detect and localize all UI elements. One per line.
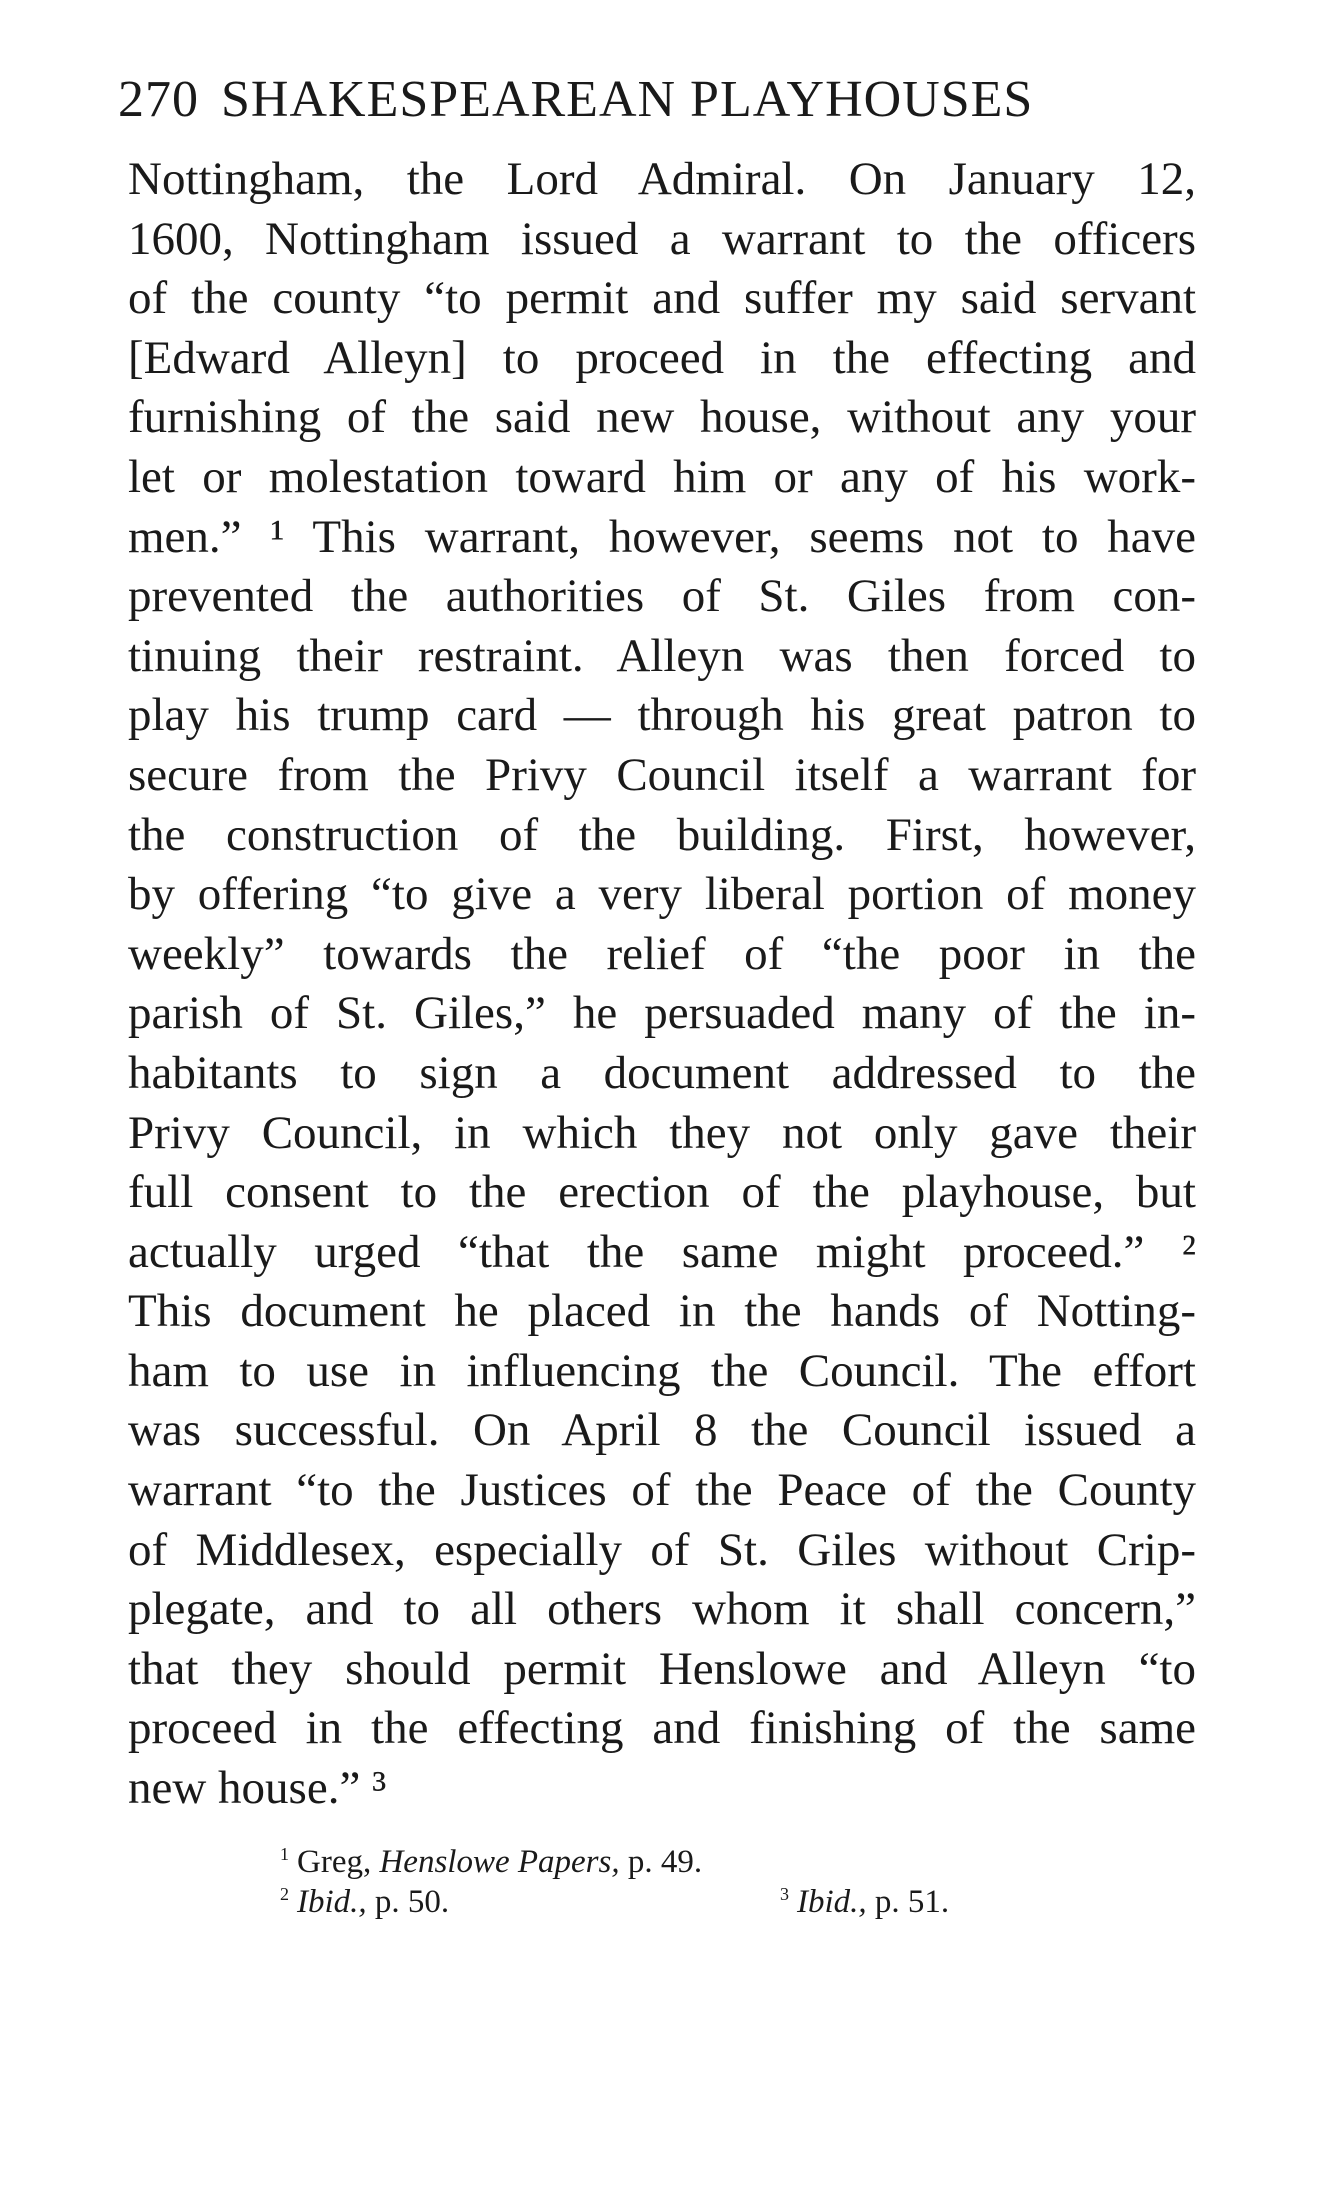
footnote-page: p. 50.: [374, 1884, 450, 1920]
text-line: secure from the Privy Council itself a warrant for: [128, 748, 1196, 801]
text-line: weekly” towards the relief of “the poor in the: [128, 927, 1196, 980]
text-line: parish of St. Giles,” he persuaded many of the in-: [128, 987, 1196, 1040]
running-head: [118, 70, 1208, 140]
text-line: prevented the authorities of St. Giles from con-: [128, 570, 1196, 623]
text-line: full consent to the erection of the playhouse, but: [128, 1166, 1196, 1219]
text-line: This document he placed in the hands of Notting-: [128, 1285, 1196, 1338]
text-line: new house.” ³: [128, 1762, 387, 1815]
footnote-title: Ibid.,: [297, 1884, 367, 1920]
text-line: play his trump card — through his great patron to: [128, 689, 1196, 742]
footnote-page: p. 51.: [874, 1884, 950, 1920]
running-title: SHAKESPEAREAN PLAYHOUSES: [221, 71, 1034, 128]
text-line: plegate, and to all others whom it shall concern,”: [128, 1583, 1196, 1636]
footnote-title: Henslowe Papers,: [379, 1844, 620, 1880]
text-line: Privy Council, in which they not only gave their: [128, 1106, 1196, 1159]
text-line: Nottingham, the Lord Admiral. On January 12,: [128, 153, 1196, 205]
text-line: of Middlesex, especially of St. Giles without Crip-: [128, 1523, 1196, 1576]
text-line: by offering “to give a very liberal portion of money: [128, 868, 1196, 921]
footnote-2: [280, 1882, 780, 1922]
text-line: warrant “to the Justices of the Peace of the County: [128, 1464, 1196, 1517]
text-line: [Edward Alleyn] to proceed in the effecting and: [128, 331, 1196, 384]
text-line: men.” ¹ This warrant, however, seems not to have: [128, 510, 1196, 563]
footnote-3: [780, 1884, 949, 1920]
text-line: the construction of the building. First, however,: [128, 808, 1196, 861]
text-line: habitants to sign a document addressed to the: [128, 1046, 1196, 1099]
page-number: 270: [118, 71, 199, 128]
text-line: furnishing of the said new house, without any your: [128, 391, 1196, 444]
text-line: let or molestation toward him or any of his work-: [128, 450, 1196, 503]
text-line: tinuing their restraint. Alleyn was then forced to: [128, 629, 1196, 682]
text-line: 1600, Nottingham issued a warrant to the officers: [128, 212, 1196, 265]
body-text: [128, 150, 1196, 1819]
footnote-mark: 2: [280, 1884, 289, 1904]
footnotes: [280, 1842, 1080, 1922]
footnote-page: p. 49.: [627, 1844, 703, 1880]
footnote-mark: 1: [280, 1844, 289, 1864]
footnote-author: Greg,: [297, 1844, 372, 1880]
text-line: that they should permit Henslowe and Alleyn “to: [128, 1642, 1196, 1695]
text-line: proceed in the effecting and finishing of the same: [128, 1702, 1196, 1755]
text-line: was successful. On April 8 the Council issued a: [128, 1404, 1196, 1457]
footnote-row: [280, 1882, 1080, 1922]
footnote-1: [280, 1842, 1080, 1882]
footnote-title: Ibid.,: [797, 1884, 867, 1920]
text-line: actually urged “that the same might proceed.” ²: [128, 1225, 1196, 1278]
footnote-mark: 3: [780, 1884, 789, 1904]
text-line: ham to use in influencing the Council. The effort: [128, 1344, 1196, 1397]
text-line: of the county “to permit and suffer my said servant: [128, 272, 1196, 325]
